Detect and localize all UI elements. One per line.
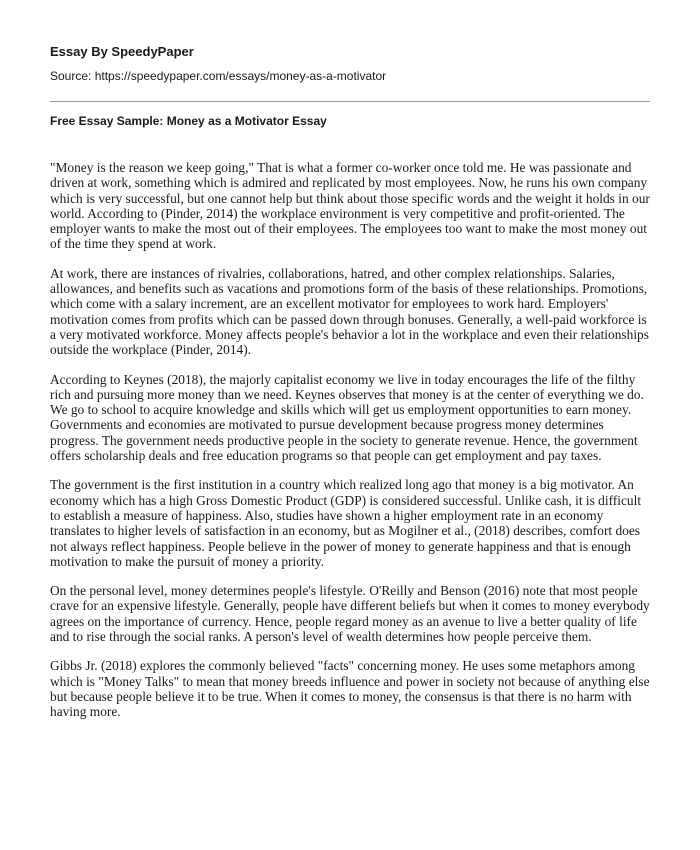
essay-paragraph: The government is the first institution in a country which realized long ago that money is a big motivator. An economy which has a high Gross Domestic Product (GDP) is considered successful. Unlike cash, it is difficult to establish a measure of happiness. Also, studies have shown a higher employment rate in an economy translates to higher levels of satisfaction in an economy, but as Mogilner et al., (2018) describes, comfort does not always reflect happiness. People believe in the power of money to generate happiness and that is enough motivation to make the pursuit of money a priority. [50, 477, 642, 569]
essay-paragraph: Gibbs Jr. (2018) explores the commonly believed "facts" concerning money. He uses some metaphors among which is "Money Talks" to mean that money breeds influence and power in society not because of anything else but because people believe it to be true. When it comes to money, the consensus is that there is no harm with having more. [50, 658, 650, 720]
essay-paragraph: At work, there are instances of rivalries, collaborations, hatred, and other complex relationships. Salaries, allowances, and benefits such as vacations and promotions form of the basis of these relationships. Promotions, which come with a salary increment, are an excellent motivator for employees to work hard. Employers' motivation comes from profits which can be passed down through bonuses. Generally, a well-paid workforce is a very motivated workforce. Money affects people's behavior a lot in the workplace and even their relationships outside the workplace (Pinder, 2014). [50, 265, 649, 358]
essay-paragraph: "Money is the reason we keep going," That is what a former co-worker once told me. He was passionate and driven at work, something which is admired and replicated by most employees. Now, he runs his own company which is very successful, but one cannot help but think about those specific words and the weight it holds in our world. According to (Pinder, 2014) the workplace environment is very competitive and profit-oriented. The employer wants to make the most out of their employees. The employees too want to make the most money out of the time they spend at work. [50, 160, 650, 252]
essay-paragraph: On the personal level, money determines people's lifestyle. O'Reilly and Benson (2016) note that most people crave for an expensive lifestyle. Generally, people have different beliefs but when it comes to money everybody agrees on the importance of currency. Hence, people regard money as an avenue to live a better quality of life and to rise through the social ranks. A person's level of wealth determines how people perceive them. [50, 583, 650, 645]
essay-body [50, 160, 650, 720]
essay-title: Free Essay Sample: Money as a Motivator Essay [50, 114, 327, 128]
document-header-title: Essay By SpeedyPaper [50, 44, 194, 59]
essay-paragraph: According to Keynes (2018), the majorly capitalist economy we live in today encourages the life of the filthy rich and pursuing more money than we need. Keynes observes that money is at the center of everything we do. We go to school to acquire knowledge and skills which will get us employment opportunities to earn money. Governments and economies are motivated to pursue development because progress money determines progress. The government needs productive people in the society to generate revenue. Hence, the government offers scholarship deals and free education programs so that people can get employment and pay taxes. [50, 371, 644, 464]
source-line: Source: https://speedypaper.com/essays/money-as-a-motivator [50, 69, 387, 83]
header-divider [50, 101, 650, 102]
